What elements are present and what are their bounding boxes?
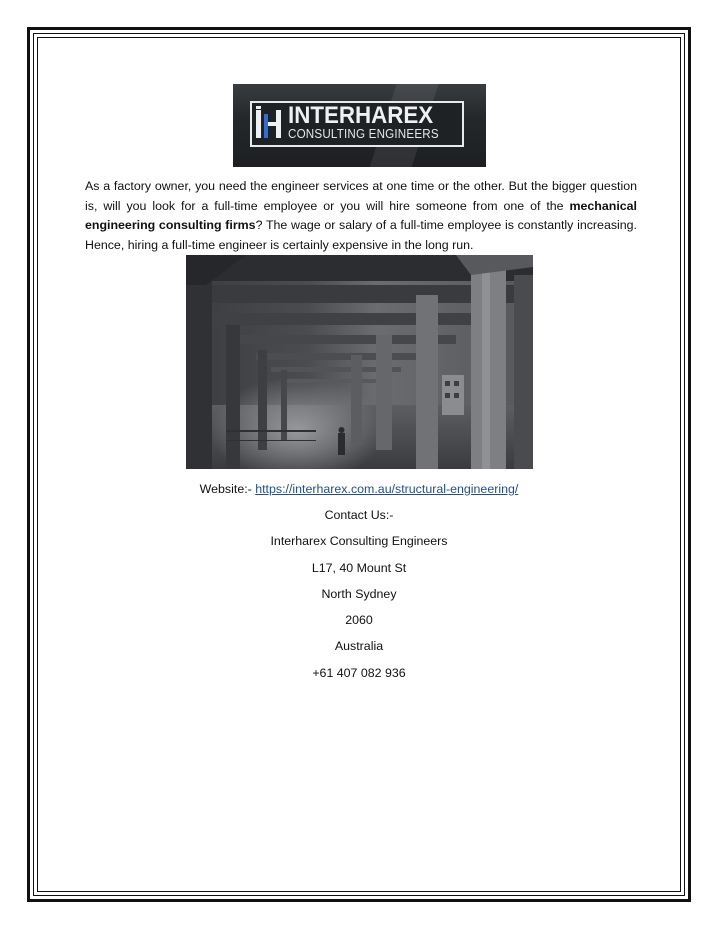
intro-bold-keyword: mechanical engineering consulting firms	[85, 198, 637, 232]
contact-suburb: North Sydney	[321, 587, 397, 601]
website-line	[37, 481, 681, 497]
contact-country: Australia	[334, 639, 384, 653]
company-logo	[233, 84, 486, 167]
contact-phone: +61 407 082 936	[312, 666, 406, 680]
contact-company: Interharex Consulting Engineers	[270, 534, 448, 548]
website-link[interactable]: https://interharex.com.au/structural-engineering/	[255, 482, 519, 496]
contact-street: L17, 40 Mount St	[311, 561, 407, 575]
intro-text-1: As a factory owner, you need the engineer services at one time or the other. But the bigger question is, will you look for a full-time employee or you will hire someone from one of the	[85, 179, 637, 213]
logo-frame	[250, 101, 464, 147]
logo-subtitle: CONSULTING ENGINEERS	[288, 127, 439, 141]
contact-heading: Contact Us:-	[324, 508, 394, 522]
intro-paragraph	[85, 177, 637, 255]
intro-text-2: ? The wage or salary of a full-time employee is constantly increasing. Hence, hiring a full-time engineer is certainly expensive in the long run.	[85, 218, 638, 252]
contact-postcode: 2060	[345, 613, 373, 627]
logo-ih-mark-icon	[255, 106, 285, 142]
logo-title: INTERHAREX	[288, 102, 434, 129]
website-label: Website:-	[199, 482, 256, 496]
steel-structure-photo	[186, 255, 533, 469]
